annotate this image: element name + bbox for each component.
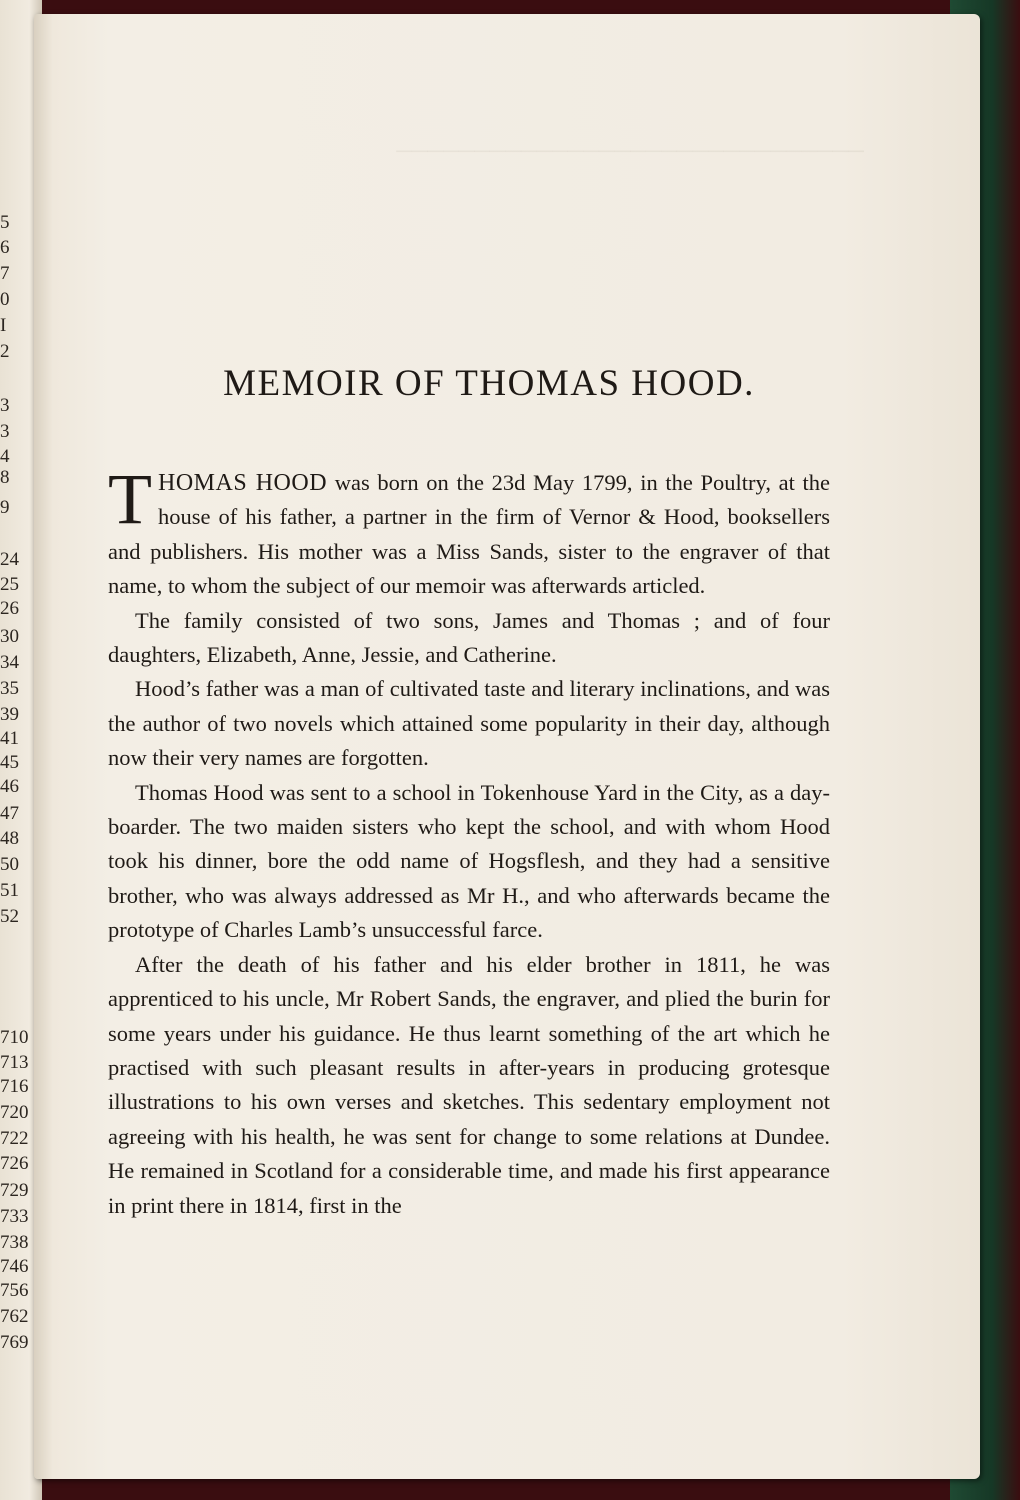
left-page-number: 50 xyxy=(0,854,19,875)
opening-words: HOMAS HOOD xyxy=(157,470,328,496)
left-page-number: 746 xyxy=(0,1256,29,1277)
left-page-number: 25 xyxy=(0,574,19,595)
left-page-number: 2 xyxy=(0,341,10,362)
left-page-number: 720 xyxy=(0,1102,29,1123)
left-page-number: 769 xyxy=(0,1332,29,1353)
left-page-number: 52 xyxy=(0,906,19,927)
memoir-body xyxy=(108,459,830,1223)
left-page-number: 48 xyxy=(0,828,19,849)
left-page-number: 733 xyxy=(0,1206,29,1227)
paragraph: The family consisted of two sons, James and Thomas ; and of four daughters, Elizabeth, Anne, Jessie, and Catherine. xyxy=(108,607,830,668)
left-page-number: 713 xyxy=(0,1052,29,1073)
left-page-number: 30 xyxy=(0,626,19,647)
left-page-number: 45 xyxy=(0,752,19,773)
paragraph: Hood’s father was a man of cultivated taste and literary inclinations, and was the author of two novels which attained some popularity in their day, although now their very names are forgotten. xyxy=(108,676,830,771)
left-page-number: 5 xyxy=(0,212,10,233)
left-page-number: 41 xyxy=(0,728,19,749)
left-page-number: 26 xyxy=(0,598,19,619)
left-page-number: 762 xyxy=(0,1306,29,1327)
left-page-number: 4 xyxy=(0,446,10,467)
left-page-number: 716 xyxy=(0,1076,29,1097)
left-page-number: 756 xyxy=(0,1280,29,1301)
left-page-number: 726 xyxy=(0,1153,29,1174)
left-page-number: 34 xyxy=(0,652,19,673)
paragraph: After the death of his father and his elder brother in 1811, he was apprenticed to his uncle, Mr Robert Sands, the engraver, and plied the burin for some years under his guidance. He thus learnt something of the art which he practised with such pleasant results in after-years in producing grotesque illustrations to his own verses and sketches. This sedentary employment not agreeing with his health, he was sent for change to some relations at Dundee. He remained in Scotland for a considerable time, and made his first appearance in print there in 1814, first in the xyxy=(108,951,830,1218)
paragraph-text: was born on the 23d May 1799, in the Poultry, at the house of his father, a partner in the firm of Vernor & Hood, booksellers and publishers. His mother was a Miss Sands, sister to the engraver of that name, to whom the subject of our memoir was afterwards articled. xyxy=(108,470,830,599)
left-page-number: 39 xyxy=(0,704,19,725)
drop-cap: T xyxy=(108,459,152,539)
paragraph: Thomas Hood was sent to a school in Tokenhouse Yard in the City, as a day-boarder. The two maiden sisters who kept the school, and with whom Hood took his dinner, bore the odd name of Hogsflesh, and they had a sensitive brother, who was always addressed as Mr H., and who afterwards became the prototype of Charles Lamb’s unsuccessful farce. xyxy=(108,779,830,943)
left-page-number: 46 xyxy=(0,776,19,797)
left-page-number: 0 xyxy=(0,289,10,310)
left-page-number: 47 xyxy=(0,803,19,824)
left-page-number: 729 xyxy=(0,1180,29,1201)
left-page-number: 51 xyxy=(0,880,19,901)
left-page-number: 7 xyxy=(0,263,10,284)
paragraph xyxy=(108,459,830,604)
show-through-line: ────────────────────────────── xyxy=(396,138,864,163)
left-page-number: 722 xyxy=(0,1128,29,1149)
show-through-text xyxy=(94,134,864,168)
left-page-number: I xyxy=(0,315,7,336)
left-page-number: 3 xyxy=(0,421,10,442)
left-page-number: 738 xyxy=(0,1232,29,1253)
left-page-number: 24 xyxy=(0,549,19,570)
book-page xyxy=(34,14,980,1479)
left-page-number: 6 xyxy=(0,237,10,258)
left-page-number: 8 xyxy=(0,467,10,488)
left-page-number: 710 xyxy=(0,1027,29,1048)
left-page-number: 3 xyxy=(0,395,10,416)
left-page-number: 9 xyxy=(0,497,10,518)
page-title: MEMOIR OF THOMAS HOOD. xyxy=(223,363,755,404)
left-page-number: 35 xyxy=(0,678,19,699)
